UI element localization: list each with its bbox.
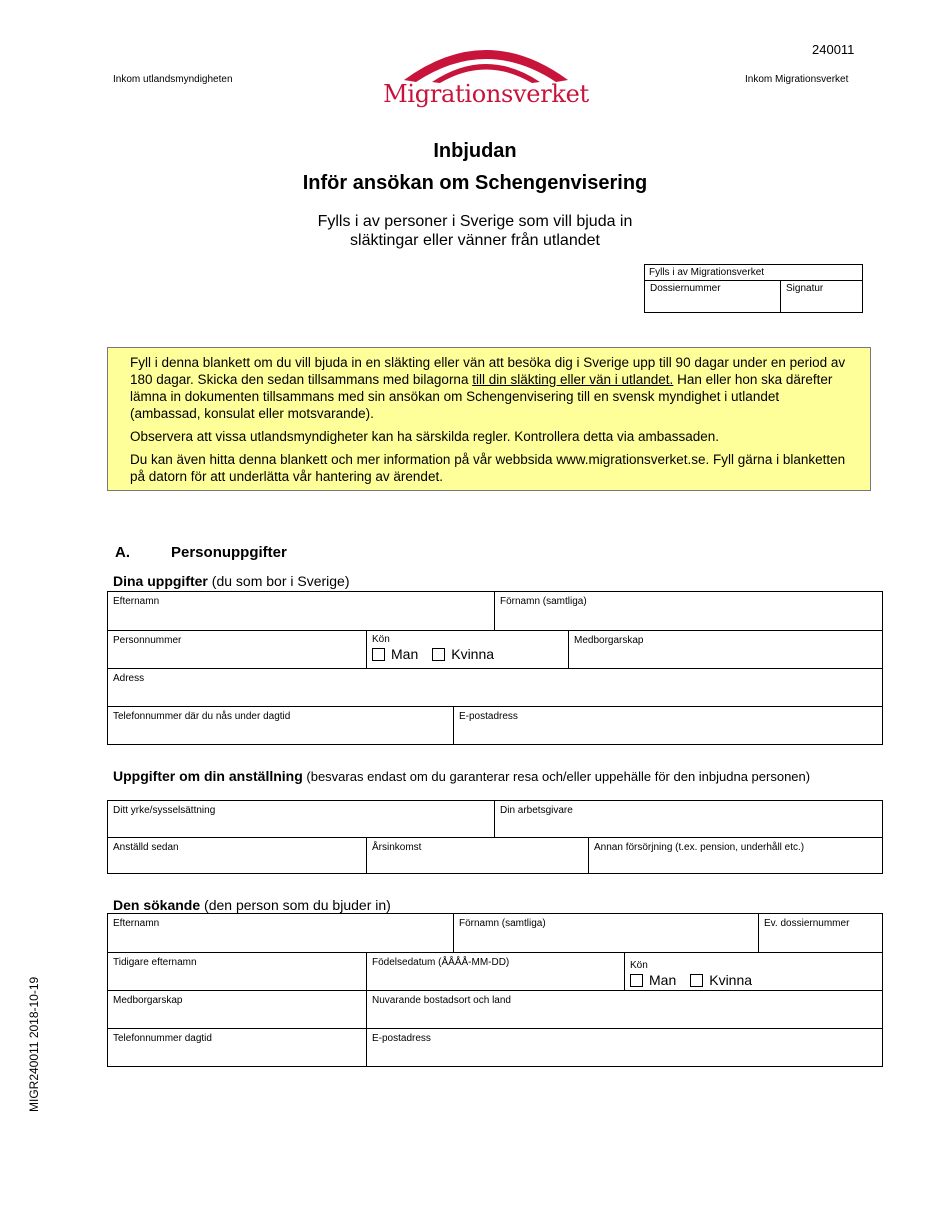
invitee-gender-field: Kön Man Kvinna (624, 953, 882, 990)
applicant-table (107, 913, 883, 1067)
birth-date-field[interactable]: Födelsedatum (ÅÅÅÅ-MM-DD) (366, 953, 624, 990)
dossier-number-field[interactable] (645, 281, 781, 312)
invitee-first-names-field[interactable]: Förnamn (samtliga) (453, 914, 758, 952)
inkom-migrationsverket-label: Inkom Migrationsverket (745, 74, 849, 85)
daytime-phone-field[interactable]: Telefonnummer där du nås under dagtid (113, 711, 291, 722)
dina-uppgifter-table (107, 591, 883, 745)
occupation-field[interactable]: Ditt yrke/sysselsättning (113, 805, 216, 816)
email-field[interactable]: E-postadress (453, 707, 882, 744)
office-use-box (644, 264, 863, 313)
office-use-header: Fylls i av Migrationsverket (645, 265, 862, 281)
invitee-gender-kvinna-checkbox[interactable] (690, 974, 703, 987)
invitee-email-field[interactable]: E-postadress (366, 1029, 882, 1066)
employed-since-field[interactable]: Anställd sedan (113, 842, 179, 853)
invitee-citizenship-field[interactable]: Medborgarskap (113, 995, 183, 1006)
previous-surname-field[interactable]: Tidigare efternamn (113, 957, 197, 968)
annual-income-field[interactable]: Årsinkomst (366, 838, 588, 873)
section-title: Personuppgifter (171, 544, 287, 561)
employment-heading: Uppgifter om din anställning (besvaras endast om du garanterar resa och/eller uppehälle för den inbjudna personen) (113, 768, 811, 784)
current-residence-field[interactable]: Nuvarande bostadsort och land (366, 991, 882, 1028)
invitee-gender-man-checkbox[interactable] (630, 974, 643, 987)
gender-field: Kön Man Kvinna (366, 631, 568, 668)
signature-label: Signatur (786, 283, 824, 294)
gender-kvinna-checkbox[interactable] (432, 648, 445, 661)
info-box (107, 347, 871, 491)
page-title: Inbjudan (433, 140, 517, 162)
signature-field[interactable] (781, 281, 828, 312)
info-paragraph-3: Du kan även hitta denna blankett och mer information på vår webbsida www.migrationsverket.se. Fyll gärna i blanketten på datorn för att underlätta vår hantering av ärendet. (130, 452, 846, 484)
employer-field[interactable]: Din arbetsgivare (494, 801, 882, 837)
dina-uppgifter-heading: Dina uppgifter (du som bor i Sverige) (113, 573, 350, 589)
personal-number-field[interactable]: Personnummer (113, 635, 182, 646)
applicant-first-names-field[interactable]: Förnamn (samtliga) (494, 592, 882, 630)
intro-text (0, 212, 950, 250)
logo-wordmark: Migrationsverket (383, 80, 589, 108)
address-field[interactable]: Adress (113, 673, 145, 684)
dossier-number-label: Dossiernummer (650, 283, 721, 294)
invitee-phone-field[interactable]: Telefonnummer dagtid (113, 1033, 212, 1044)
applicant-heading: Den sökande (den person som du bjuder in) (113, 897, 391, 913)
inkom-utlandsmyndigheten-label: Inkom utlandsmyndigheten (113, 74, 233, 85)
applicant-surname-field[interactable]: Efternamn (113, 596, 160, 607)
form-number: 240011 (812, 42, 855, 57)
intro-line-1: Fylls i av personer i Sverige som vill bjuda in (317, 213, 633, 230)
info-paragraph-2: Observera att vissa utlandsmyndigheter kan ha särskilda regler. Kontrollera detta via ambassaden. (130, 429, 720, 444)
gender-man-checkbox[interactable] (372, 648, 385, 661)
form-id-vertical: MIGR240011 2018-10-19 (27, 976, 41, 1112)
intro-line-2: släktingar eller vänner från utlandet (350, 232, 600, 249)
info-paragraph-1: Fyll i denna blankett om du vill bjuda in en släkting eller vän att besöka dig i Sverige upp till 90 dagar under en period av 180 dagar. Skicka den sedan tillsammans med bilagorna till din släkting eller vän i utlandet. Han eller hon ska därefter lämna in dokumenten tillsammans med sin ansökan om Schengenvisering till en svensk myndighet i utlandet (ambassad, konsulat eller motsvarande). (130, 355, 846, 421)
other-support-field[interactable]: Annan försörjning (t.ex. pension, underhåll etc.) (588, 838, 882, 873)
invitee-surname-field[interactable]: Efternamn (113, 918, 160, 929)
citizenship-field[interactable]: Medborgarskap (568, 631, 882, 668)
employment-table (107, 800, 883, 874)
invitee-dossier-field[interactable]: Ev. dossiernummer (758, 914, 882, 952)
page-subtitle: Inför ansökan om Schengenvisering (302, 172, 648, 194)
info-underlined-text: till din släkting eller vän i utlandet. (472, 372, 674, 387)
migrationsverket-logo (376, 38, 596, 114)
section-letter: A. (115, 544, 130, 561)
